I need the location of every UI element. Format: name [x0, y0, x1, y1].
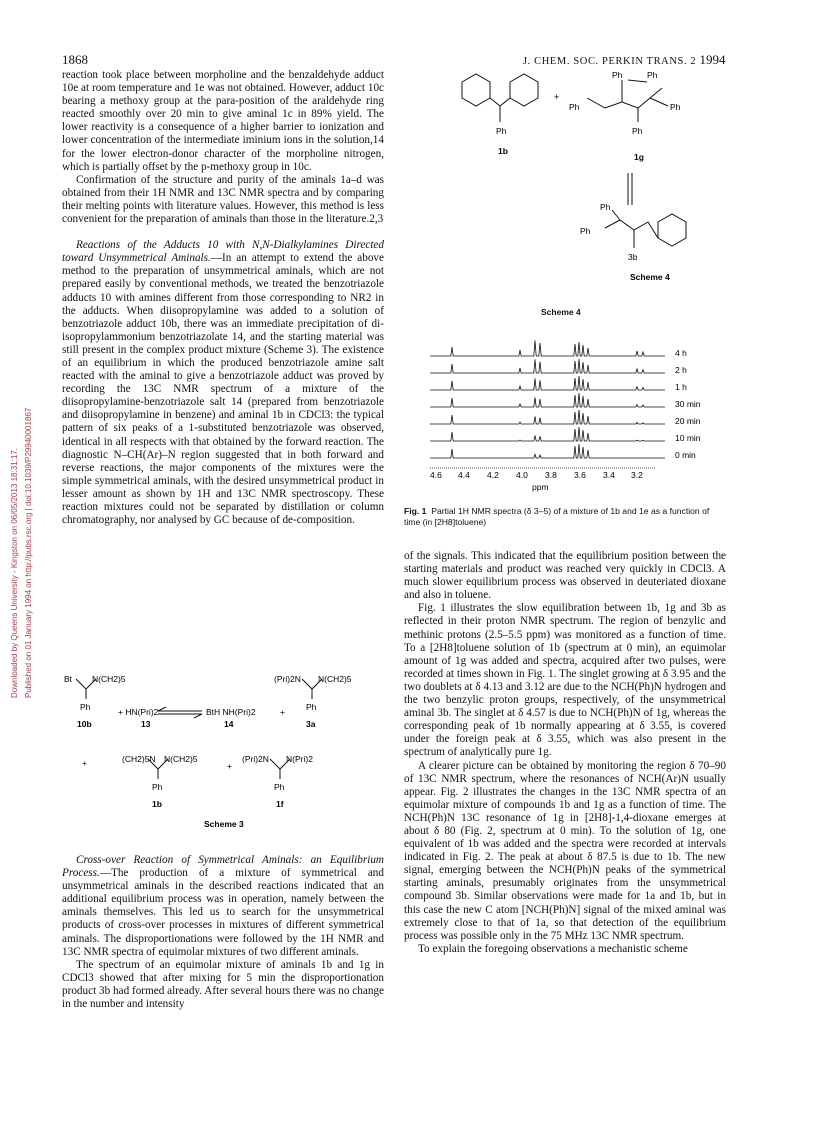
left-column-bottom	[62, 854, 384, 1011]
scheme3-label-19: (Pri)2N	[242, 754, 269, 764]
section-heading: Cross-over Reaction of Symmetrical Aminals: an Equilibrium Process.	[62, 854, 384, 880]
scheme3-label-1: N(CH2)5	[92, 674, 126, 684]
nmr-tick: 4.2	[487, 470, 499, 480]
nmr-tick: 3.8	[545, 470, 557, 480]
caption-text: Partial 1H NMR spectra (δ 3–5) of a mixture of 1b and 1e as a function of time (in [2H8]toluene)	[404, 506, 710, 527]
scheme-4-title: Scheme 4	[541, 307, 581, 317]
scheme3-label-0: Bt	[64, 674, 73, 684]
paragraph	[62, 854, 384, 959]
scheme4-title: Scheme 4	[630, 272, 670, 282]
nmr-tick: 4.6	[430, 470, 442, 480]
paragraph-text: —The production of a mixture of symmetrical and unsymmetrical aminals in the described reactions indicated that an additional equilibrium process was in operation, namely between the aminals themselves. This led us to search for the unsymmetrical products of cross-over processes in mixtures of different symmetrical aminals. The disproportionations were followed by the 1H NMR and 13C NMR spectra of equimolar mixtures of two different aminals.	[62, 867, 384, 958]
page-number: 1868	[62, 52, 88, 67]
scheme-3	[62, 666, 392, 841]
paragraph: Fig. 1 illustrates the slow equilibration between 1b, 1g and 3b as reflected in their proton NMR spectrum. The region of benzylic and methinic protons (2.5–5.5 ppm) was monitored as a function of time. To a [2H8]toluene solution of 1b (spectrum at 0 min), an equimolar amount of 1g was added and spectra, acquired after two pulses, were recorded at times shown in Fig. 1. The singlet growing at δ 3.95 and the two doublets at δ 4.13 and 3.12 are due to the NCH(Ph)N hydrogen and the two benzylic proton groups, respectively, of the unsymmetrical aminal 3b. The singlet at δ 4.57 is due to NCH(Ph)N of 1g, whereas the corresponding peak of 1b normally appearing at δ 3.55, is covered under the foreign peak at δ 3.55, which was also present in the spectrum of analytically pure 1g.	[404, 602, 726, 759]
nmr-axis-label: ppm	[532, 482, 549, 492]
paragraph: To explain the foregoing observations a mechanistic scheme	[418, 942, 688, 955]
scheme3-label-17: 1b	[152, 799, 162, 809]
paragraph: Confirmation of the structure and purity of the aminals 1a–d was obtained from their 1H NMR and 13C NMR spectra and by comparing their melting points with literature values. However, this method is less convenient for the preparation of aminals than those in the literature.2,3	[62, 173, 384, 226]
scheme4-label-1: 1b	[498, 146, 508, 156]
scheme3-label-13: +	[82, 758, 87, 768]
nmr-tick: 4.0	[516, 470, 528, 480]
paragraph: reaction took place between morpholine and the benzaldehyde adduct 10e at room temperature and 1e was not obtained. However, adduct 10c bearing a methoxy group at the para-position of the araldehyde ring reacted smoothly over 20 min to give aminal 1c in 89% yield. The lower reactivity is a consequence of a higher barrier to ionization and lower concentration of the intermediate iminium ions in the solution,14 for the lower electron-donor character of the morpholine nitrogen, which is partially offset by the p-methoxy group in 10c.	[62, 69, 384, 173]
paragraph: of the signals. This indicated that the equilibrium position between the starting materials and product was reached very quickly in CDCl3. A much slower equilibrium process was observed in deuteriated dioxane and also in toluene.	[404, 550, 726, 602]
scheme4-label-2: +	[554, 92, 560, 102]
scheme4-label-7: 1g	[634, 152, 644, 162]
scheme3-label-9: (Pri)2N	[274, 674, 301, 684]
nmr-trace	[430, 393, 665, 407]
scheme3-label-21: Ph	[274, 782, 285, 792]
scheme3-label-5: 13	[141, 719, 151, 729]
scheme3-label-6: BtH NH(Pri)2	[206, 707, 256, 717]
scheme4-label-6: Ph	[670, 102, 681, 112]
scheme3-label-3: 10b	[77, 719, 92, 729]
caption-label: Fig. 1	[404, 506, 427, 516]
nmr-time-label: 10 min	[675, 433, 701, 443]
sidebar-published-line: Published on 01 January 1994 on http://pubs.rsc.org | doi:10.1039/P29940001867	[24, 407, 33, 698]
journal-name: J. CHEM. SOC. PERKIN TRANS. 2	[523, 56, 697, 67]
section-heading: Reactions of the Adducts 10 with N,N-Dialkylamines Directed toward Unsymmetrical Aminals.	[62, 239, 384, 265]
scheme3-label-2: Ph	[80, 702, 91, 712]
scheme4-label-9: Ph	[600, 202, 611, 212]
scheme4-label-0: Ph	[496, 126, 507, 136]
scheme3-label-16: Ph	[152, 782, 163, 792]
sidebar-download-line: Downloaded by Queens University - Kingston on 06/05/2013 18:31:17.	[10, 448, 19, 698]
nmr-trace	[430, 359, 665, 373]
nmr-tick: 3.6	[574, 470, 586, 480]
paragraph: The spectrum of an equimolar mixture of aminals 1b and 1g in CDCl3 showed that after mixing for 5 min the disproportionation product 3b had formed already. After several hours there was no change in the number and intensity	[62, 958, 384, 1011]
right-column	[404, 550, 726, 956]
nmr-tick: 4.4	[458, 470, 470, 480]
scheme4-label-11: 3b	[628, 252, 638, 262]
scheme3-label-12: 3a	[306, 719, 316, 729]
scheme3-label-14: (CH2)5N	[122, 754, 156, 764]
paragraph	[62, 239, 384, 527]
nmr-trace	[430, 376, 665, 390]
nmr-figure-1	[425, 340, 725, 500]
scheme3-label-10: N(CH2)5	[318, 674, 352, 684]
scheme3-label-15: N(CH2)5	[164, 754, 198, 764]
nmr-trace	[430, 340, 665, 356]
scheme3-label-4: + HN(Pri)2	[118, 707, 159, 717]
scheme3-label-18: +	[227, 761, 232, 771]
journal-year: 1994	[699, 52, 726, 67]
nmr-trace	[430, 444, 665, 458]
nmr-tick: 3.2	[631, 470, 643, 480]
scheme-4	[440, 70, 710, 320]
figure-1-caption	[404, 506, 726, 528]
scheme4-label-5: Ph	[647, 70, 658, 80]
scheme3-title: Scheme 3	[204, 819, 244, 829]
paragraph-text: —In an attempt to extend the above method to the preparation of unsymmetrical aminals, which are not prepared easily by conventional methods, we treated the benzotriazole adducts 10 with amines different from those corresponding to NR2 in the adducts. When diisopropylamine was added to a solution of benzotriazole adduct 10b, there was an immediate precipitation of di-isopropylammonium benzotriazolate 14, and the starting material was still present in the complex product mixture (Scheme 3). The existence of an equilibrium in which the produced benzotriazole amine salt reacted with the aminal to give a benzotriazole adduct was proved by recording the 13C NMR spectrum of a mixture of the diisopropylamine-benzotriazole salt 14 (prepared from benzotriazole and diisopropylamine in benzene) and aminal 1b in CDCl3: the typical pattern of six peaks of a 1-substituted benzotriazole was observed, identical in all respects with that obtained by the forward reaction. The diagnostic N–CH(Ar)–N region suggested that in both forward and reverse reactions, the major components of the mixtures were the simple symmetrical aminals, with the desired unsymmetrical product in lesser amount as shown by 1H and 13C NMR spectroscopy. These reaction mixtures could not be separated by distillation or column chromatography, nor analysed by GC because of de-composition.	[62, 252, 384, 527]
nmr-tick: 3.4	[603, 470, 615, 480]
nmr-time-label: 20 min	[675, 416, 701, 426]
nmr-trace	[430, 427, 665, 441]
scheme4-label-8: Ph	[632, 126, 643, 136]
journal-header	[523, 52, 726, 68]
nmr-time-label: 0 min	[675, 450, 696, 460]
scheme3-label-8: +	[280, 707, 285, 717]
nmr-time-label: 4 h	[675, 348, 687, 358]
nmr-trace	[430, 410, 665, 424]
scheme3-label-20: N(Pri)2	[286, 754, 313, 764]
scheme3-label-11: Ph	[306, 702, 317, 712]
scheme4-label-3: Ph	[569, 102, 580, 112]
scheme4-label-4: Ph	[612, 70, 623, 80]
paragraph: A clearer picture can be obtained by monitoring the region δ 70–90 of 13C NMR spectrum, where the resonances of NCH(Ar)N usually appear. Fig. 2 illustrates the changes in the 13C NMR spectra of an equimolar mixture of compounds 1b and 1g as a function of time. The NCH(Ph)N 13C resonance of 1g in [2H8]-1,4-dioxane emerges at about δ 80 (Fig. 2, spectrum at 0 min). To the solution of 1g, one equivalent of 1b was added and the spectra were recorded at intervals indicated in Fig. 2. The peak at about δ 87.5 is due to 1b. The new signal, emerging between the NCH(Ph)N peaks of the symmetrical starting aminals, presumably originates from the unsymmetrical compound 3b. Similar observations were made for 1a and 1b, but in this case the new C atom [NCH(Ph)N] signal of the mixed aminal was extremely close to that of 1a, so that detection of the equilibrium process was possible only in the 75 MHz 13C NMR spectrum.	[404, 759, 726, 942]
scheme4-label-10: Ph	[580, 226, 591, 236]
left-column-top	[62, 69, 384, 527]
scheme3-label-22: 1f	[276, 799, 284, 809]
nmr-time-label: 2 h	[675, 365, 687, 375]
download-sidebar	[8, 280, 44, 700]
scheme3-label-7: 14	[224, 719, 234, 729]
nmr-time-label: 1 h	[675, 382, 687, 392]
nmr-time-label: 30 min	[675, 399, 701, 409]
